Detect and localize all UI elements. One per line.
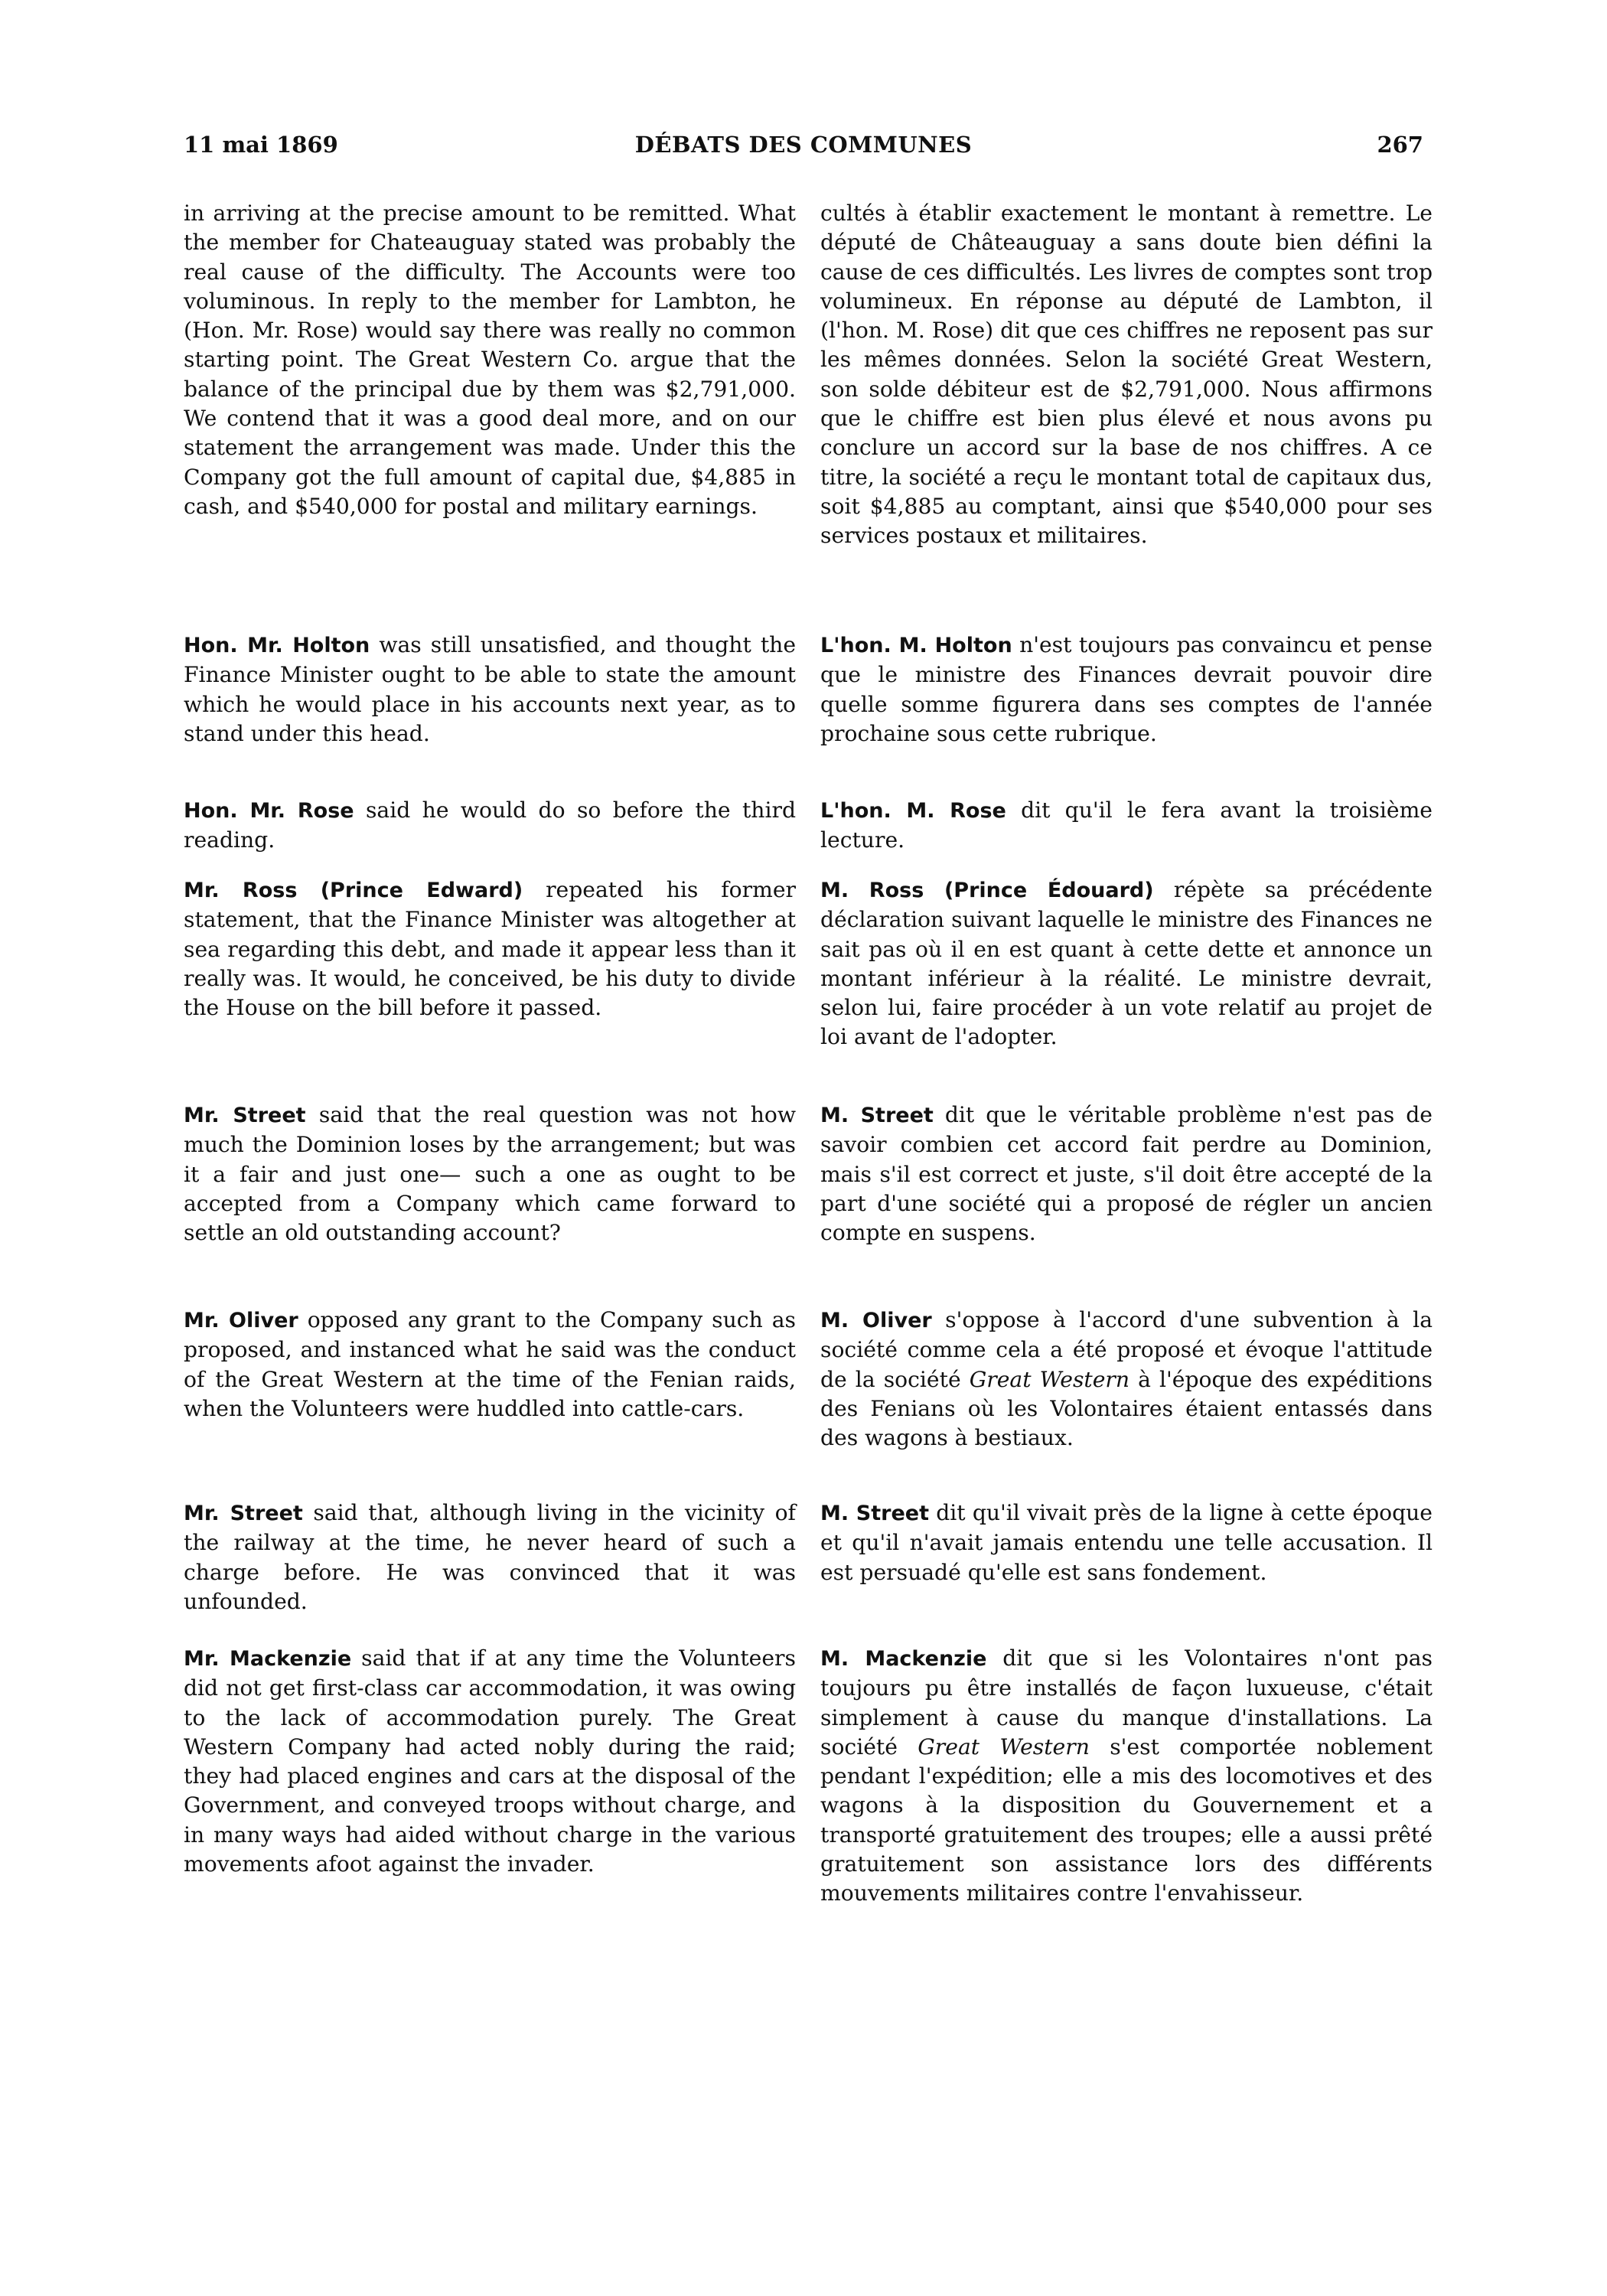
paragraph-fr-5 <box>820 1306 1433 1453</box>
speaker-name: M. Street <box>820 1502 929 1525</box>
speaker-name: Mr. Oliver <box>184 1309 298 1332</box>
speaker-name: Mr. Street <box>184 1104 306 1127</box>
paragraph-text: s'oppose à l'accord d'une subvention à la société comme cela a été proposé et évoque l'attitude de la société <box>820 1307 1433 1392</box>
page-header <box>184 132 1423 168</box>
paragraph-text: repeated his former statement, that the Finance Minister was altogether at sea regarding this debt, and made it appear less than it really was. It would, he conceived, be his duty to divide the House on the bill before it passed. <box>184 877 796 1021</box>
paragraph-en-0 <box>184 199 796 521</box>
speaker-name: Hon. Mr. Holton <box>184 634 370 657</box>
speaker-name: M. Oliver <box>820 1309 932 1332</box>
paragraph-text: in arriving at the precise amount to be remitted. What the member for Chateauguay stated was probably the real cause of the difficulty. The Accounts were too voluminous. In reply to the member for Lambton, he (Hon. Mr. Rose) would say there was really no common starting point. The Great Western Co. argue that the balance of the principal due by them was $2,791,000. We contend that it was a good deal more, and on our statement the arrangement was made. Under this the Company got the full amount of capital due, $4,885 in cash, and $540,000 for postal and military earnings. <box>184 201 796 519</box>
speaker-name: M. Mackenzie <box>820 1647 987 1671</box>
speaker-name: M. Street <box>820 1104 934 1127</box>
paragraph-text: à l'époque des expéditions des Fenians où les Volontaires étaient entassés dans des wagons à bestiaux. <box>820 1366 1433 1451</box>
paragraph-text: s'est comportée noblement pendant l'expédition; elle a mis des locomotives et des wagons à la disposition du Gouvernement et a transporté gratuitement des troupes; elle a aussi prêté gratuitement son assistance lors des différents mouvements militaires contre l'envahisseur. <box>820 1733 1433 1906</box>
speaker-name: Mr. Street <box>184 1502 303 1525</box>
paragraph-text: répète sa précédente déclaration suivant laquelle le ministre des Finances ne sait pas où il en est quant à cette dette et annonce un montant inférieur à la réalité. Le ministre devrait, selon lui, faire procéder à un vote relatif au projet de loi avant de l'adopter. <box>820 877 1433 1050</box>
paragraph-text: said that if at any time the Volunteers did not get first-class car accommodation, it was owing to the lack of accommodation purely. The Great Western Company had acted nobly during the raid; they had placed engines and cars at the disposal of the Government, and conveyed troops without charge, and in many ways had aided without charge in the various movements afoot against the invader. <box>184 1645 796 1877</box>
speaker-name: L'hon. M. Rose <box>820 799 1006 823</box>
paragraph-fr-0 <box>820 199 1433 551</box>
paragraph-text: said that the real question was not how much the Dominion loses by the arrangement; but was it a fair and just one— such a one as ought to be accepted from a Company which came forward to settle an old outstanding account? <box>184 1102 796 1246</box>
paragraph-text: dit qu'il le fera avant la troisième lecture. <box>820 797 1433 853</box>
paragraph-en-3 <box>184 876 796 1022</box>
paragraph-fr-6 <box>820 1499 1433 1587</box>
paragraph-en-1 <box>184 631 796 748</box>
paragraph-text: dit que le véritable problème n'est pas de savoir combien cet accord fait perdre au Dominion, mais s'il est correct et juste, s'il doit être accepté de la part d'une société qui a proposé de régler un ancien compte en suspens. <box>820 1102 1433 1246</box>
paragraph-en-2 <box>184 796 796 856</box>
speaker-name: L'hon. M. Holton <box>820 634 1012 657</box>
paragraph-text: dit qu'il vivait près de la ligne à cette époque et qu'il n'avait jamais entendu une telle accusation. Il est persuadé qu'elle est sans fondement. <box>820 1500 1433 1585</box>
page-number: 267 <box>1377 132 1423 158</box>
speaker-name: M. Ross (Prince Édouard) <box>820 879 1154 902</box>
paragraph-en-5 <box>184 1306 796 1424</box>
header-title: DÉBATS DES COMMUNES <box>634 132 973 158</box>
paragraph-fr-3 <box>820 876 1433 1052</box>
paragraph-text: was still unsatisfied, and thought the Finance Minister ought to be able to state the amount which he would place in his accounts next year, as to stand under this head. <box>184 632 796 746</box>
company-name-italic: Great Western <box>969 1366 1130 1392</box>
paragraph-en-6 <box>184 1499 796 1616</box>
paragraph-text: n'est toujours pas convaincu et pense que le ministre des Finances devrait pouvoir dire quelle somme figurera dans ses comptes de l'année prochaine sous cette rubrique. <box>820 632 1433 746</box>
paragraph-text: said he would do so before the third reading. <box>184 797 796 853</box>
paragraph-en-4 <box>184 1101 796 1247</box>
paragraph-fr-7 <box>820 1644 1433 1909</box>
speaker-name: Mr. Mackenzie <box>184 1647 352 1671</box>
paragraph-fr-1 <box>820 631 1433 748</box>
paragraph-en-7 <box>184 1644 796 1879</box>
paragraph-text: cultés à établir exactement le montant à remettre. Le député de Châteauguay a sans doute bien défini la cause de ces difficultés. Les livres de comptes sont trop volumineux. En réponse au député de Lambton, il (l'hon. M. Rose) dit que ces chiffres ne reposent pas sur les mêmes données. Selon la société Great Western, son solde débiteur est de $2,791,000. Nous affirmons que le chiffre est bien plus élevé et nous avons pu conclure un accord sur la base de nos chiffres. A ce titre, la société a reçu le montant total de capitaux dus, soit $4,885 au comptant, ainsi que $540,000 pour ses services postaux et militaires. <box>820 201 1433 549</box>
speaker-name: Hon. Mr. Rose <box>184 799 354 823</box>
paragraph-text: dit que si les Volontaires n'ont pas toujours pu être installés de façon luxueuse, c'était simplement à cause du manque d'installations. La société <box>820 1645 1433 1760</box>
paragraph-fr-4 <box>820 1101 1433 1247</box>
speaker-name: Mr. Ross (Prince Edward) <box>184 879 523 902</box>
paragraph-fr-2 <box>820 796 1433 856</box>
paragraph-text: opposed any grant to the Company such as proposed, and instanced what he said was the conduct of the Great Western at the time of the Fenian raids, when the Volunteers were huddled into cattle-cars. <box>184 1307 796 1421</box>
header-date: 11 mai 1869 <box>184 132 338 158</box>
paragraph-text: said that, although living in the vicinity of the railway at the time, he never heard of such a charge before. He was convinced that it was unfounded. <box>184 1500 796 1614</box>
company-name-italic: Great Western <box>918 1733 1090 1760</box>
